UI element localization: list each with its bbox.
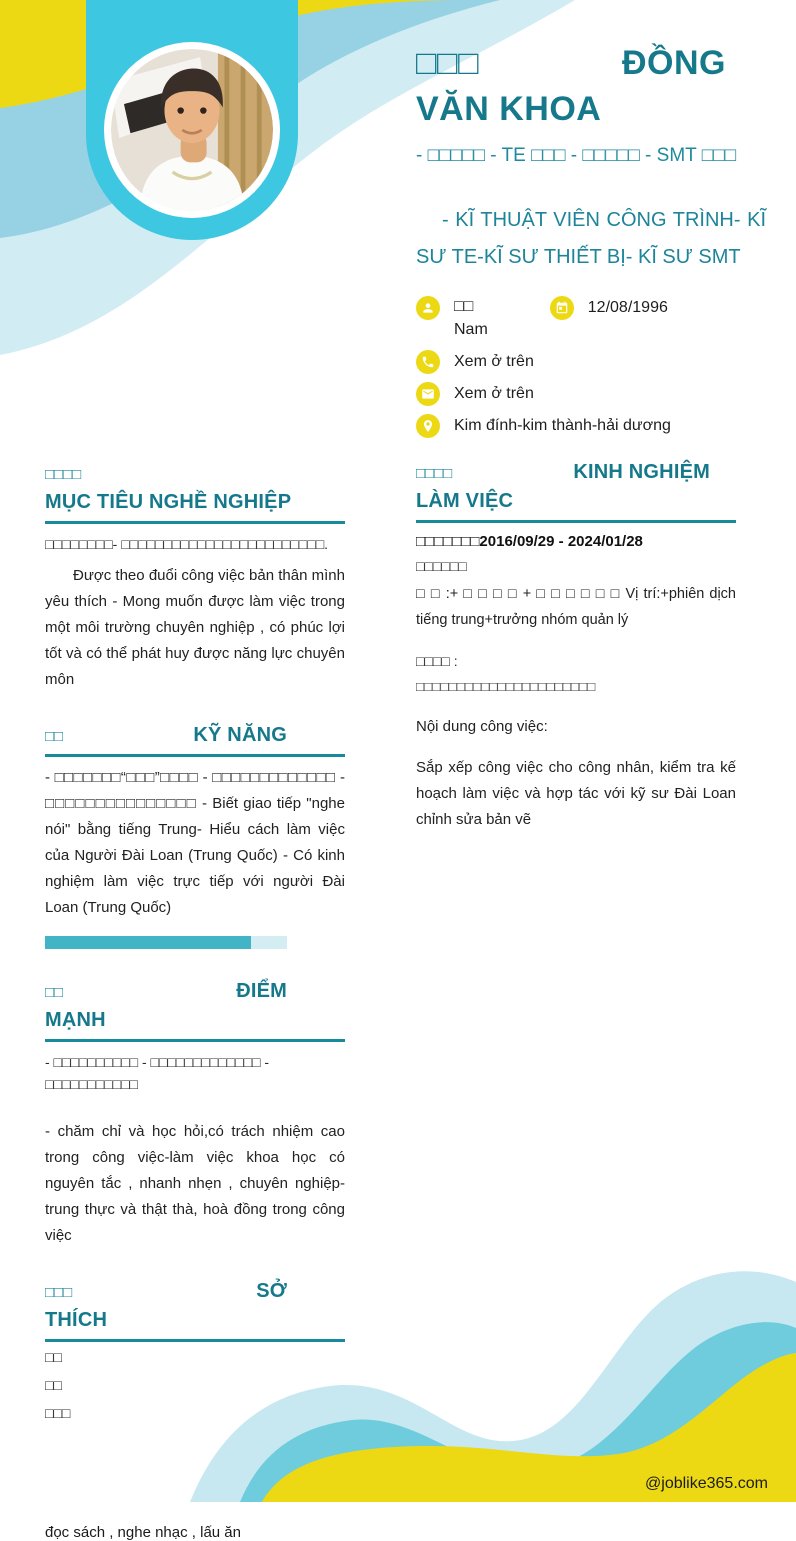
strengths-text: - chăm chỉ và học hỏi,có trách nhiệm cao trong công việc-làm việc khoa học có nguyên tắc , nhanh nhẹn , chuyên nghiệp- trung thực và thật thà, hoà đồng trong công việc (45, 1123, 345, 1244)
section-divider (45, 521, 345, 524)
candidate-name-line1 (416, 40, 726, 86)
section-title-line2: MỤC TIÊU NGHỀ NGHIỆP (45, 491, 292, 513)
section-experience (416, 458, 736, 833)
contact-row-email (416, 382, 766, 406)
location-pin-icon (416, 414, 440, 438)
section-skills (45, 721, 345, 949)
section-label-cjk: □□ (45, 728, 64, 745)
address-value: Kim đính-kim thành-hải dương (454, 417, 671, 434)
section-title-line2: THÍCH (45, 1309, 108, 1331)
section-title: ĐIỂM (236, 980, 287, 1002)
contact-row-gender-birthday (416, 296, 766, 342)
right-column (416, 458, 736, 848)
section-experience-heading (416, 458, 736, 487)
experience-content-cjk: □□□□□□□□□□□□□□□□□□□□□□ (416, 678, 596, 694)
skills-text: - □□□□□□□“□□□”□□□□ - □□□□□□□□□□□□□ - □□□□□□□□□□□□□□□ - Biết giao tiếp "nghe nói" bằng tiếng Trung- Hiểu cách làm việc của Người Đài Loan (Trung Quốc) - Có kinh nghiệm làm việc trực tiếp với người Đài Loan (Trung Quốc) (45, 769, 345, 916)
profile-photo (111, 49, 273, 211)
objective-cjk-text: □□□□□□□□- □□□□□□□□□□□□□□□□□□□□□□□□. (45, 536, 329, 552)
section-objective-heading (45, 462, 345, 488)
experience-content-label-cjk: □□□□ : (416, 652, 458, 669)
contact-row-address (416, 414, 766, 438)
section-divider (45, 1039, 345, 1042)
section-title-line2: LÀM VIỆC (416, 490, 514, 512)
skill-progress-track (45, 936, 287, 949)
email-value: Xem ở trên (454, 385, 534, 402)
gender-value: Nam (454, 321, 488, 338)
section-label-cjk: □□□□ (416, 465, 453, 482)
section-divider (416, 520, 736, 523)
hobby-item: □□ (45, 1377, 62, 1393)
email-icon (416, 382, 440, 406)
experience-content-vi: Sắp xếp công việc cho công nhân, kiểm tra kế hoạch làm việc và hợp tác với kỹ sư Đài Loan chỉnh sửa bản vẽ (416, 758, 736, 828)
profile-photo-frame (86, 0, 298, 240)
section-objective (45, 462, 345, 693)
experience-company-cjk: □□□□□□ (416, 558, 467, 574)
section-divider (45, 754, 345, 757)
phone-icon (416, 350, 440, 374)
header (416, 40, 766, 438)
section-skills-heading (45, 721, 345, 750)
hobbies-note: đọc sách , nghe nhạc , lấu ăn (45, 1524, 241, 1541)
candidate-name-latin-1: ĐỒNG (622, 44, 726, 82)
portrait-illustration (111, 49, 273, 211)
birthday-value: 12/08/1996 (587, 299, 668, 316)
section-label-cjk: □□ (45, 984, 64, 1001)
candidate-name-cjk: □□□ (416, 44, 480, 82)
bottom-wave-decoration (0, 1192, 796, 1502)
contact-row-phone (416, 350, 766, 374)
experience-position: □ □ :+ □ □ □ □ + □ □ □ □ □ □ Vị trí:+phiên dịch tiếng trung+trưởng nhóm quản lý (416, 586, 736, 628)
section-title: KINH NGHIỆM (573, 461, 710, 483)
gender-cell (416, 296, 488, 342)
strengths-cjk-text: - □□□□□□□□□□ - □□□□□□□□□□□□□ - □□□□□□□□□□□ (45, 1054, 270, 1092)
experience-period: □□□□□□□2016/09/29 - 2024/01/28 (416, 533, 643, 550)
candidate-name-line2: VĂN KHOA (416, 90, 602, 128)
skill-progress-fill (45, 936, 251, 949)
experience-content-label-vi: Nội dung công việc: (416, 717, 548, 735)
hobby-item: □□□ (45, 1405, 71, 1421)
candidate-job-title: - KĨ THUẬT VIÊN CÔNG TRÌNH- KĨ SƯ TE-KĨ SƯ THIẾT BỊ- KĨ SƯ SMT (416, 209, 766, 268)
gender-label: □□ (454, 298, 474, 315)
birthday-cell (550, 296, 668, 320)
section-strengths-heading (45, 977, 345, 1006)
profile-photo-ring (104, 42, 280, 218)
candidate-subtitle: - □□□□□ - TE □□□ - □□□□□ - SMT □□□ (416, 145, 737, 166)
contact-info (416, 296, 766, 438)
watermark: @joblike365.com (645, 1475, 768, 1492)
section-label-cjk: □□□ (45, 1284, 73, 1301)
person-icon (416, 296, 440, 320)
section-title: SỞ (256, 1280, 287, 1302)
section-title: KỸ NĂNG (193, 724, 287, 746)
objective-text: Được theo đuổi công việc bản thân mình yêu thích - Mong muốn được làm việc trong một môi trường chuyên nghiệp , có phúc lợi tốt và có thể phát huy được năng lực chuyên môn (45, 567, 345, 688)
calendar-icon (550, 296, 574, 320)
phone-value: Xem ở trên (454, 353, 534, 370)
hobby-item: □□ (45, 1349, 62, 1365)
section-title-line2: MẠNH (45, 1009, 106, 1031)
section-label-cjk: □□□□ (45, 466, 82, 483)
gender-text (454, 296, 488, 342)
